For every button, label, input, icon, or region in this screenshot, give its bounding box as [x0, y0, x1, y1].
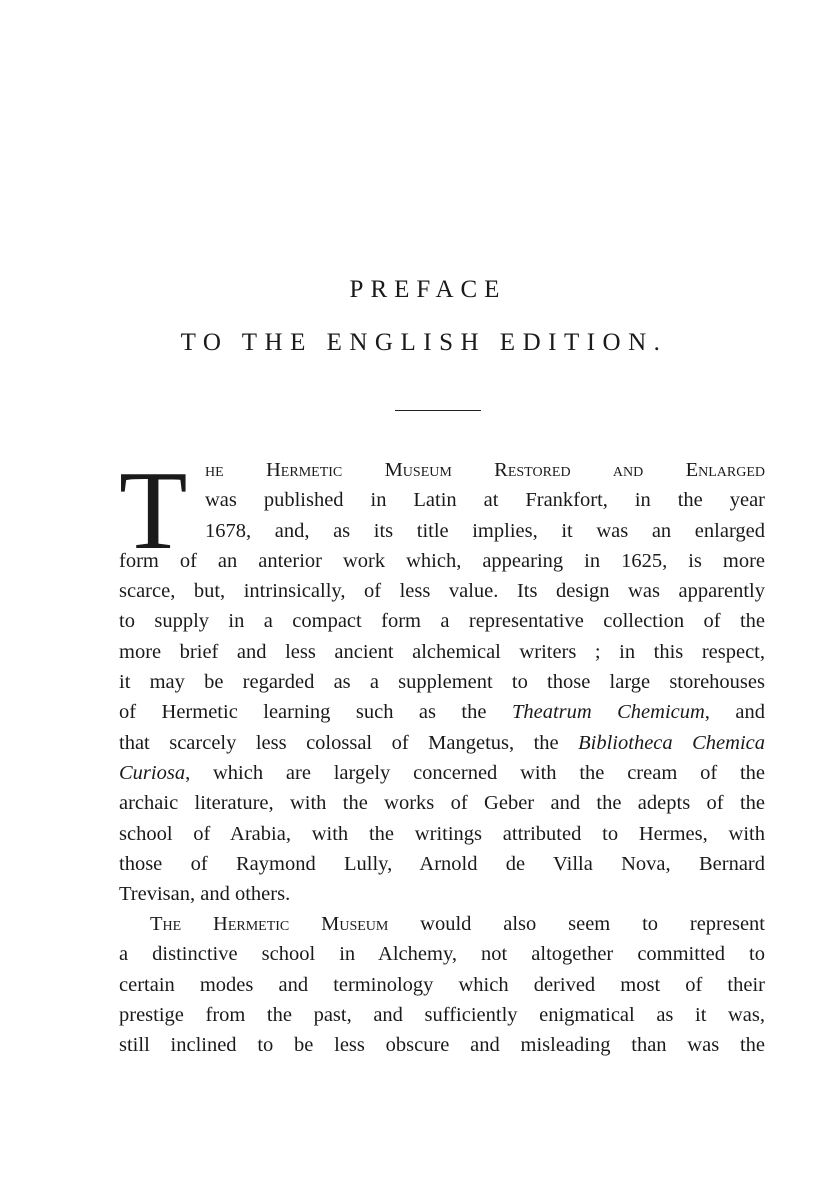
- text-line: Curiosa, which are largely concerned with the cream of the: [119, 761, 765, 784]
- text-line: he Hermetic Museum Restored and Enlarged: [205, 459, 765, 481]
- paragraph-1: [119, 449, 765, 909]
- text-line: prestige from the past, and sufficiently enigmatical as it was,: [119, 1003, 765, 1026]
- preface-subtitle: TO THE ENGLISH EDITION.: [180, 329, 668, 356]
- ornamental-rule: [395, 410, 481, 411]
- text-line: archaic literature, with the works of Geber and the adepts of the: [119, 792, 765, 815]
- text-line: those of Raymond Lully, Arnold de Villa Nova, Bernard: [119, 852, 765, 875]
- italic-title: Curiosa: [119, 761, 186, 784]
- text-line: that scarcely less colossal of Mangetus, the Bibliotheca Chemica: [119, 731, 765, 754]
- text-line: The Hermetic Museum would also seem to represent: [150, 913, 765, 935]
- italic-title: Bibliotheca Chemica: [578, 731, 765, 754]
- preface-title: PREFACE: [349, 276, 507, 303]
- text-line: 1678, and, as its title implies, it was an enlarged: [205, 519, 765, 542]
- text-line: certain modes and terminology which derived most of their: [119, 973, 765, 996]
- drop-cap: T: [119, 449, 188, 573]
- paragraph-2: [119, 909, 765, 1060]
- text-line: school of Arabia, with the writings attributed to Hermes, with: [119, 822, 765, 845]
- text-line: it may be regarded as a supplement to those large storehouses: [119, 671, 765, 694]
- text-line: was published in Latin at Frankfort, in the year: [205, 489, 765, 512]
- text-line: still inclined to be less obscure and misleading than was the: [119, 1034, 765, 1057]
- text-line: a distinctive school in Alchemy, not altogether committed to: [119, 943, 765, 966]
- text-line: Trevisan, and others.: [119, 883, 291, 906]
- text-line: of Hermetic learning such as the Theatrum Chemicum, and: [119, 701, 765, 724]
- text-line: scarce, but, intrinsically, of less value. Its design was apparently: [119, 580, 765, 603]
- text-line: to supply in a compact form a representative collection of the: [119, 610, 765, 633]
- text-line: more brief and less ancient alchemical writers ; in this respect,: [119, 640, 765, 663]
- italic-title: Theatrum Chemicum: [511, 701, 705, 724]
- text-line: form of an anterior work which, appearing in 1625, is more: [119, 549, 765, 572]
